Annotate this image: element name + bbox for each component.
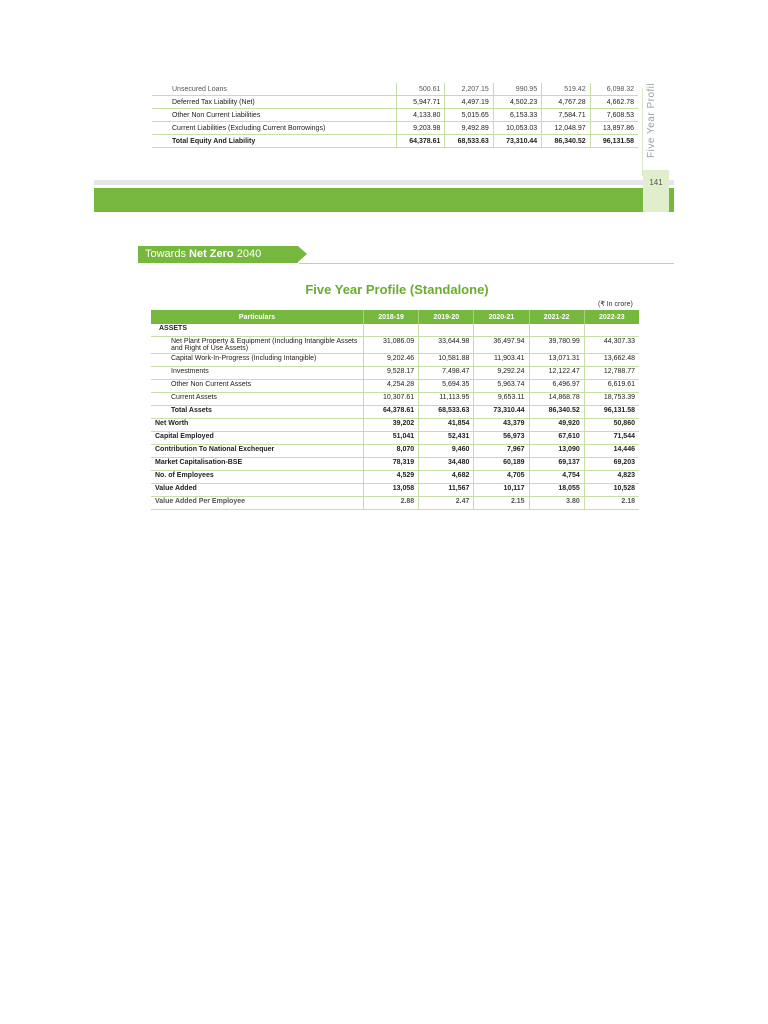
row-value: 3.80 <box>529 497 584 510</box>
table-row <box>151 445 639 458</box>
row-value: 2.47 <box>419 497 474 510</box>
row-value: 52,431 <box>419 432 474 445</box>
row-value: 12,788.77 <box>584 367 639 380</box>
row-value: 4,662.78 <box>590 96 638 109</box>
row-value: 10,117 <box>474 484 529 497</box>
column-header-year: 2022-23 <box>584 310 639 324</box>
row-label: Capital Employed <box>151 432 364 445</box>
row-value <box>364 324 419 337</box>
row-value: 73,310.44 <box>474 406 529 419</box>
row-value: 33,644.98 <box>419 337 474 354</box>
row-value: 96,131.58 <box>584 406 639 419</box>
row-value: 36,497.94 <box>474 337 529 354</box>
row-value: 7,498.47 <box>419 367 474 380</box>
page-number-tab <box>643 170 669 212</box>
row-value: 13,662.48 <box>584 354 639 367</box>
row-value: 11,113.95 <box>419 393 474 406</box>
row-label: Contribution To National Exchequer <box>151 445 364 458</box>
row-value: 11,903.41 <box>474 354 529 367</box>
row-label: No. of Employees <box>151 471 364 484</box>
row-value: 64,378.61 <box>397 135 445 148</box>
banner-rule <box>299 263 674 264</box>
row-value: 44,307.33 <box>584 337 639 354</box>
row-value: 51,041 <box>364 432 419 445</box>
table-row <box>151 337 639 354</box>
row-value: 34,480 <box>419 458 474 471</box>
row-value: 4,754 <box>529 471 584 484</box>
row-value: 14,446 <box>584 445 639 458</box>
row-value: 9,460 <box>419 445 474 458</box>
row-value: 9,653.11 <box>474 393 529 406</box>
row-label: Value Added <box>151 484 364 497</box>
row-value: 41,854 <box>419 419 474 432</box>
row-value: 5,947.71 <box>397 96 445 109</box>
row-value: 2.15 <box>474 497 529 510</box>
row-label: Other Non Current Assets <box>151 380 364 393</box>
row-value: 69,203 <box>584 458 639 471</box>
row-value: 4,497.19 <box>445 96 493 109</box>
row-value: 4,254.28 <box>364 380 419 393</box>
row-value: 2.18 <box>584 497 639 510</box>
row-value: 13,090 <box>529 445 584 458</box>
table-row <box>151 471 639 484</box>
five-year-profile-table <box>151 310 639 510</box>
row-label: Value Added Per Employee <box>151 497 364 510</box>
row-label: Investments <box>151 367 364 380</box>
row-value: 69,137 <box>529 458 584 471</box>
row-label: Net Worth <box>151 419 364 432</box>
page-title: Five Year Profile (Standalone) <box>305 282 489 297</box>
table-row <box>152 122 638 135</box>
row-value: 73,310.44 <box>493 135 541 148</box>
row-value: 13,897.86 <box>590 122 638 135</box>
row-value: 12,048.97 <box>542 122 590 135</box>
row-value: 519.42 <box>542 83 590 96</box>
row-value: 86,340.52 <box>529 406 584 419</box>
row-value: 68,533.63 <box>419 406 474 419</box>
banner-suffix: 2040 <box>233 248 262 260</box>
row-value: 56,973 <box>474 432 529 445</box>
row-value: 10,581.88 <box>419 354 474 367</box>
side-section-label: Five Year Profil <box>646 82 657 158</box>
page-divider <box>94 180 674 185</box>
balance-sheet-continued-table <box>152 83 638 148</box>
row-value: 86,340.52 <box>542 135 590 148</box>
column-header-year: 2020-21 <box>474 310 529 324</box>
row-value: 6,619.61 <box>584 380 639 393</box>
row-label: ASSETS <box>151 324 364 337</box>
row-value: 11,567 <box>419 484 474 497</box>
row-value: 10,307.61 <box>364 393 419 406</box>
section-banner <box>138 246 298 263</box>
row-value: 71,544 <box>584 432 639 445</box>
column-header-year: 2018-19 <box>364 310 419 324</box>
row-value: 68,533.63 <box>445 135 493 148</box>
banner-prefix: Towards <box>145 248 190 260</box>
row-value: 12,122.47 <box>529 367 584 380</box>
row-value: 4,502.23 <box>493 96 541 109</box>
row-value: 990.95 <box>493 83 541 96</box>
table-row <box>152 135 638 148</box>
table-row <box>152 96 638 109</box>
table-row <box>152 109 638 122</box>
row-value: 4,823 <box>584 471 639 484</box>
row-value: 7,967 <box>474 445 529 458</box>
row-value: 96,131.58 <box>590 135 638 148</box>
row-value: 9,203.98 <box>397 122 445 135</box>
table-row <box>151 497 639 510</box>
table-row <box>151 406 639 419</box>
row-label: Other Non Current Liabilities <box>152 109 397 122</box>
table-row <box>151 354 639 367</box>
row-value: 64,378.61 <box>364 406 419 419</box>
row-value: 4,133.80 <box>397 109 445 122</box>
column-header-year: 2019-20 <box>419 310 474 324</box>
row-label: Net Plant Property & Equipment (Including Intangible Assets and Right of Use Assets) <box>151 337 364 354</box>
row-label: Current Assets <box>151 393 364 406</box>
table-row <box>151 419 639 432</box>
row-value <box>584 324 639 337</box>
row-value: 4,767.28 <box>542 96 590 109</box>
row-value: 6,098.32 <box>590 83 638 96</box>
row-value: 18,753.39 <box>584 393 639 406</box>
row-value: 78,319 <box>364 458 419 471</box>
table-row <box>151 484 639 497</box>
row-value: 31,086.09 <box>364 337 419 354</box>
table-row <box>151 393 639 406</box>
row-label: Current Liabilities (Excluding Current Borrowings) <box>152 122 397 135</box>
row-value: 4,705 <box>474 471 529 484</box>
row-value: 10,528 <box>584 484 639 497</box>
row-value: 7,608.53 <box>590 109 638 122</box>
row-value: 9,528.17 <box>364 367 419 380</box>
row-value: 50,860 <box>584 419 639 432</box>
row-label: Capital Work-In-Progress (Including Intangible) <box>151 354 364 367</box>
row-value: 39,780.99 <box>529 337 584 354</box>
row-value: 5,963.74 <box>474 380 529 393</box>
row-value <box>419 324 474 337</box>
row-value: 4,682 <box>419 471 474 484</box>
column-header-particulars: Particulars <box>151 310 364 324</box>
row-value <box>529 324 584 337</box>
scanned-page <box>94 82 674 505</box>
column-header-year: 2021-22 <box>529 310 584 324</box>
row-label: Market Capitalisation-BSE <box>151 458 364 471</box>
row-value: 13,058 <box>364 484 419 497</box>
table-row <box>151 367 639 380</box>
row-value: 67,610 <box>529 432 584 445</box>
row-label: Unsecured Loans <box>152 83 397 96</box>
row-value: 2,207.15 <box>445 83 493 96</box>
row-value: 4,529 <box>364 471 419 484</box>
unit-label: (₹ In crore) <box>598 301 633 308</box>
row-value: 6,153.33 <box>493 109 541 122</box>
row-value <box>474 324 529 337</box>
page-number: 141 <box>649 178 663 187</box>
row-value: 9,292.24 <box>474 367 529 380</box>
row-value: 13,071.31 <box>529 354 584 367</box>
row-value: 18,055 <box>529 484 584 497</box>
table-row <box>151 458 639 471</box>
row-value: 60,189 <box>474 458 529 471</box>
row-value: 49,920 <box>529 419 584 432</box>
table-row <box>151 324 639 337</box>
table-row <box>152 83 638 96</box>
row-value: 9,202.46 <box>364 354 419 367</box>
row-value: 39,202 <box>364 419 419 432</box>
row-value: 5,015.65 <box>445 109 493 122</box>
green-header-band <box>94 188 674 212</box>
row-value: 500.61 <box>397 83 445 96</box>
row-value: 9,492.89 <box>445 122 493 135</box>
banner-bold: Net Zero <box>189 248 234 260</box>
side-divider <box>642 88 643 176</box>
table-row <box>151 380 639 393</box>
row-value: 6,496.97 <box>529 380 584 393</box>
row-value: 8,070 <box>364 445 419 458</box>
row-value: 5,694.35 <box>419 380 474 393</box>
row-label: Total Equity And Liability <box>152 135 397 148</box>
row-value: 2.88 <box>364 497 419 510</box>
row-value: 43,379 <box>474 419 529 432</box>
row-value: 7,584.71 <box>542 109 590 122</box>
row-value: 14,868.78 <box>529 393 584 406</box>
table-row <box>151 432 639 445</box>
row-label: Total Assets <box>151 406 364 419</box>
row-value: 10,053.03 <box>493 122 541 135</box>
row-label: Deferred Tax Liability (Net) <box>152 96 397 109</box>
